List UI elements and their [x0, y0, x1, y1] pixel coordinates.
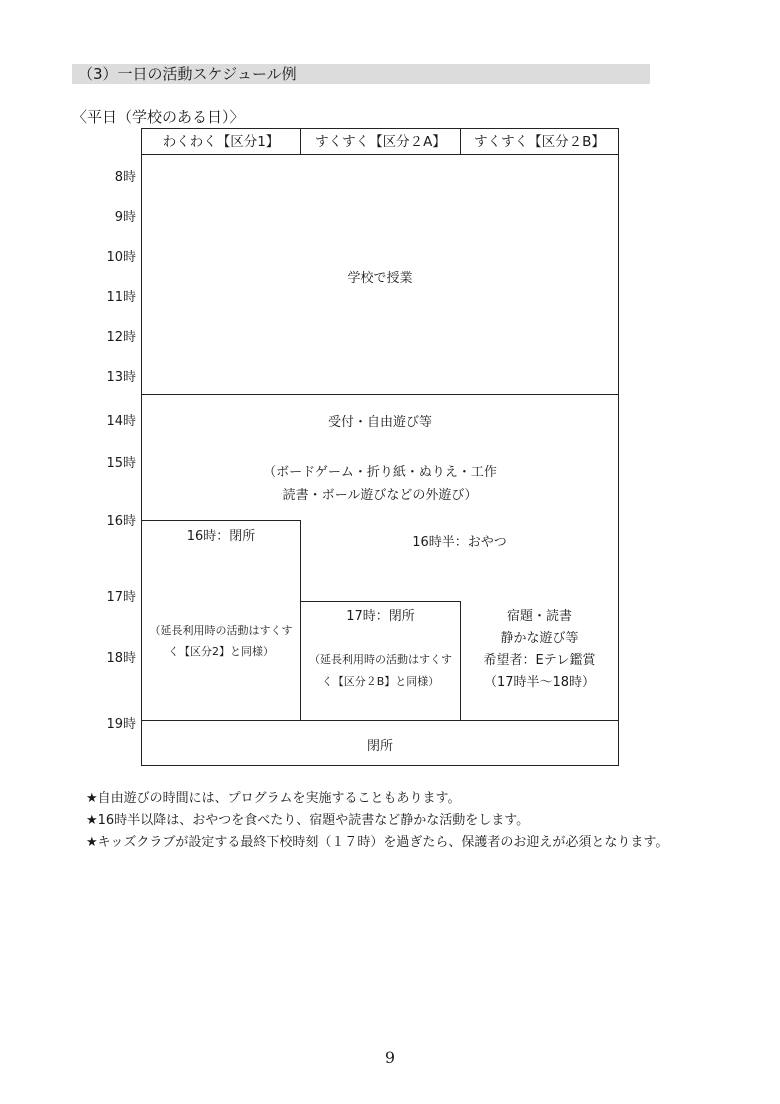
time-label-14: 14時 — [106, 414, 136, 429]
col3-line1: 宿題・読書 — [506, 609, 572, 624]
col1-close-label: 16時：閉所 — [186, 529, 256, 544]
col2-close-label: 17時：閉所 — [346, 609, 415, 624]
column-header-3: すくすく【区分２B】 — [474, 134, 605, 150]
time-label-13: 13時 — [106, 370, 136, 385]
col3-line4: （17時半～18時） — [483, 675, 596, 690]
column-header-2: すくすく【区分２A】 — [315, 134, 446, 150]
col1-note-line2: く【区分2】と同様） — [168, 645, 274, 658]
col1-note-line1: （延長利用時の活動はすくす — [149, 624, 293, 637]
section-heading: （3）一日の活動スケジュール例 — [72, 64, 650, 84]
time-label-12: 12時 — [106, 330, 136, 345]
column-header-1: わくわく【区分1】 — [162, 134, 280, 150]
reception-text: 受付・自由遊び等 — [327, 415, 432, 430]
schedule-subheading: 〈平日（学校のある日）〉 — [72, 108, 245, 126]
note-item: ★16時半以降は、おやつを食べたり、宿題や読書など静かな活動をします。 — [86, 813, 530, 828]
time-label-19: 19時 — [106, 717, 136, 732]
time-label-18: 18時 — [106, 651, 136, 666]
snack-text: 16時半：おやつ — [412, 535, 507, 550]
header-col-divider-1 — [300, 129, 301, 155]
school-end-divider — [142, 394, 618, 395]
time-label-8: 8時 — [114, 170, 136, 185]
header-col-divider-2 — [460, 129, 461, 155]
col2-note-line1: （延長利用時の活動はすくす — [309, 653, 452, 666]
time-label-10: 10時 — [106, 250, 136, 265]
play-examples-line1: （ボードゲーム・折り紙・ぬりえ・工作 — [263, 465, 497, 480]
notes-list — [86, 788, 668, 854]
schedule-table — [141, 128, 619, 766]
time-label-9: 9時 — [114, 210, 136, 225]
closed-label: 閉所 — [366, 739, 393, 754]
time-label-15: 15時 — [106, 456, 136, 471]
page-number: 9 — [384, 1048, 396, 1067]
note-item: ★自由遊びの時間には、プログラムを実施することもあります。 — [86, 791, 461, 806]
col2-close-top — [301, 601, 461, 602]
header-divider — [142, 154, 618, 155]
time-label-16: 16時 — [106, 514, 136, 529]
closed-row-divider — [142, 720, 618, 721]
school-block: 学校で授業 — [347, 271, 413, 286]
time-label-11: 11時 — [106, 290, 136, 305]
play-examples-line2: 読書・ボール遊びなどの外遊び） — [282, 488, 478, 503]
note-item: ★キッズクラブが設定する最終下校時刻（１７時）を過ぎたら、保護者のお迎えが必須となります。 — [86, 835, 669, 850]
time-label-17: 17時 — [106, 590, 136, 605]
col3-line3: 希望者：Eテレ鑑賞 — [483, 653, 596, 668]
col3-line2: 静かな遊び等 — [500, 631, 579, 646]
col2-note-line2: く【区分２B】と同様） — [321, 675, 440, 688]
col1-close-top — [142, 520, 301, 521]
